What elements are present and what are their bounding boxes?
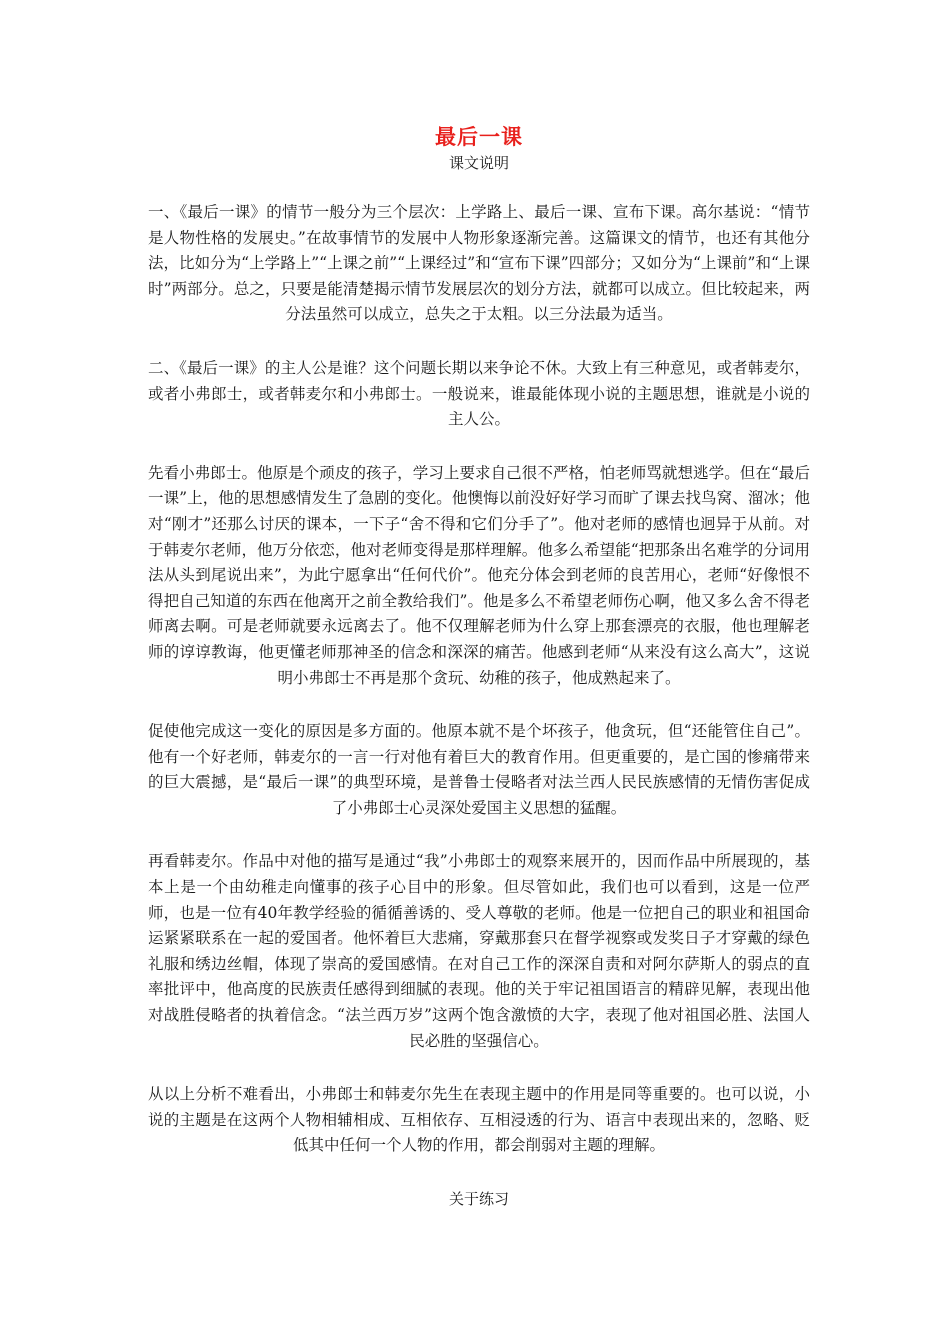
paragraph-franz-analysis: 先看小弗郎士。他原是个顽皮的孩子，学习上要求自己很不严格，怕老师骂就想逃学。但在“最后一课”上，他的思想感情发生了急剧的变化。他懊悔以前没好好学习而旷了课去找鸟窝、溜冰；他对“刚才”还那么讨厌的课本，一下子“舍不得和它们分手了”。他对老师的感情也迥异于从前。对于韩麦尔老师，他万分依恋，他对老师变得是那样理解。他多么希望能“把那条出名难学的分词用法从头到尾说出来”，为此宁愿拿出“任何代价”。他充分体会到老师的良苦用心，老师“好像恨不得把自己知道的东西在他离开之前全教给我们”。他是多么不希望老师伤心啊，他又多么舍不得老师离去啊。可是老师就要永远离去了。他不仅理解老师为什么穿上那套漂亮的衣服，他也理解老师的谆谆教诲，他更懂老师那神圣的信念和深深的痛苦。他感到老师“从来没有这么高大”，这说明小弗郎士不再是那个贪玩、幼稚的孩子，他成熟起来了。 <box>148 463 810 687</box>
document-subtitle: 课文说明 <box>448 154 509 172</box>
paragraph-hamel-analysis: 再看韩麦尔。作品中对他的描写是通过“我”小弗郎士的观察来展开的，因而作品中所展现的，基本上是一个由幼稚走向懂事的孩子心目中的形象。但尽管如此，我们也可以看到，这是一位严师，也是一位有40年教学经验的循循善诱的、受人尊敬的老师。他是一位把自己的职业和祖国命运紧紧联系在一起的爱国者。他怀着巨大悲痛，穿戴那套只在督学视察或发奖日子才穿戴的绿色礼服和绣边丝帽，体现了崇高的爱国感情。在对自己工作的深深自责和对阿尔萨斯人的弱点的直率批评中，他高度的民族责任感得到细腻的表现。他的关于牢记祖国语言的精辟见解，表现出他对战胜侵略者的执着信念。“法兰西万岁”这两个饱含激愤的大字，表现了他对祖国必胜、法国人民必胜的坚强信心。 <box>148 852 810 1050</box>
paragraph-change-causes: 促使他完成这一变化的原因是多方面的。他原本就不是个坏孩子，他贪玩，但“还能管住自己”。他有一个好老师，韩麦尔的一言一行对他有着巨大的教育作用。但更重要的，是亡国的惨痛带来的巨大震撼，是“最后一课”的典型环境，是普鲁士侵略者对法兰西人民民族感情的无情伤害促成了小弗郎士心灵深处爱国主义思想的猛醒。 <box>148 722 810 817</box>
paragraph-plot-structure: 一、《最后一课》的情节一般分为三个层次：上学路上、最后一课、宣布下课。高尔基说：“情节是人物性格的发展史。”在故事情节的发展中人物形象逐渐完善。这篇课文的情节，也还有其他分法，比如分为“上学路上”“上课之前”“上课经过”和“宣布下课”四部分；又如分为“上课前”和“上课时”两部分。总之，只要是能清楚揭示情节发展层次的划分方法，就都可以成立。但比较起来，两分法虽然可以成立，总失之于太粗。以三分法最为适当。 <box>148 203 810 324</box>
document-page <box>148 122 810 1211</box>
paragraph-protagonist-question: 二、《最后一课》的主人公是谁？这个问题长期以来争论不休。大致上有三种意见，或者韩麦尔，或者小弗郎士，或者韩麦尔和小弗郎士。一般说来，谁最能体现小说的主题思想，谁就是小说的主人公。 <box>148 358 810 429</box>
section-heading-exercises: 关于练习 <box>448 1190 509 1208</box>
document-title: 最后一课 <box>435 124 523 149</box>
paragraph-conclusion: 从以上分析不难看出，小弗郎士和韩麦尔先生在表现主题中的作用是同等重要的。也可以说，小说的主题是在这两个人物相辅相成、互相依存、互相浸透的行为、语言中表现出来的，忽略、贬低其中任何一个人物的作用，都会削弱对主题的理解。 <box>148 1085 810 1155</box>
